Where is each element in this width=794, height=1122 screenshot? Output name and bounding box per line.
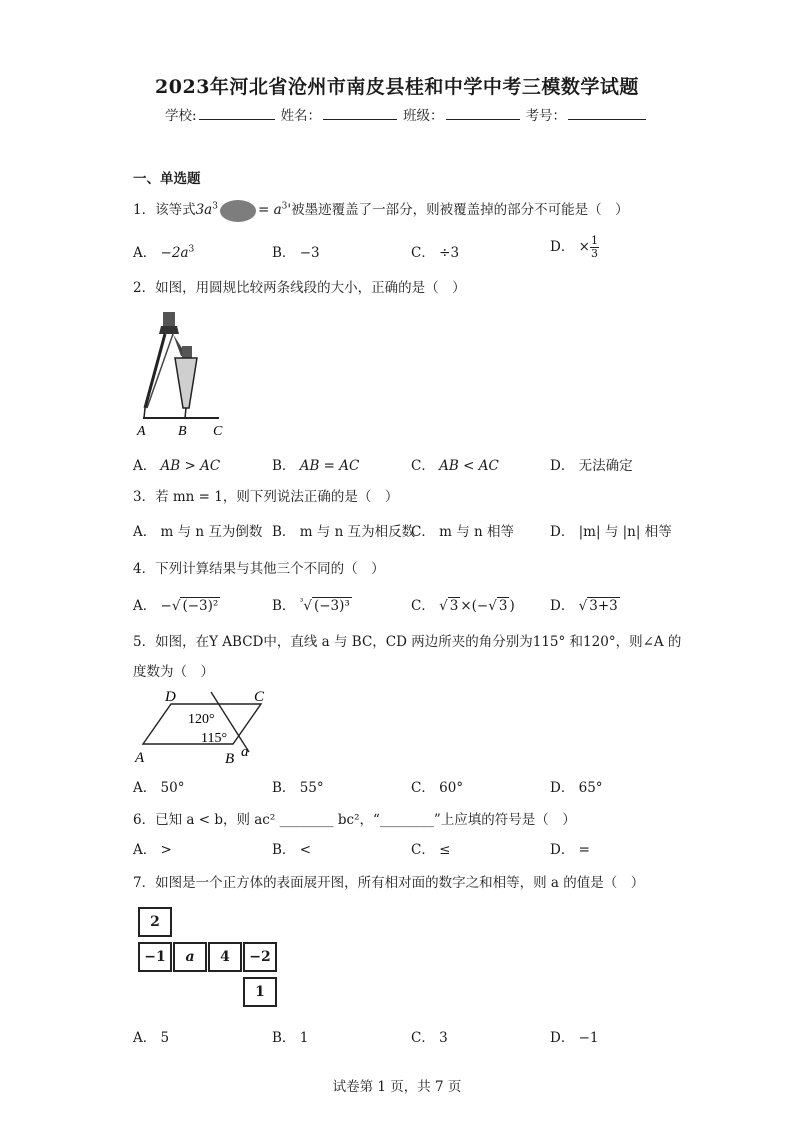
svg-text:C: C <box>254 689 265 705</box>
question-1 <box>133 198 629 222</box>
net-cell: −2 <box>243 942 277 972</box>
math-exponent: 3 <box>212 201 218 212</box>
q5-option-b[interactable]: B． 55° <box>272 780 324 796</box>
q3-option-a[interactable]: A． m 与 n 互为倒数 <box>133 524 263 540</box>
q7-option-d[interactable]: D． −1 <box>550 1030 599 1046</box>
q1-option-d[interactable]: D． × $\frac{1}{3}$ <box>550 234 598 260</box>
q1-option-a[interactable]: A． $-2a^3$ <box>133 244 195 261</box>
name-label: 姓名： <box>280 108 322 124</box>
q5-option-a[interactable]: A． 50° <box>133 780 185 796</box>
question-number: 1． <box>133 202 156 218</box>
svg-text:B: B <box>225 751 235 767</box>
class-label: 班级： <box>403 108 444 124</box>
q3-option-b[interactable]: B． m 与 n 互为相反数 <box>272 524 416 540</box>
point-label-c: C <box>213 424 223 438</box>
question-6: 6．已知 a < b，则 ac² ________ bc²，“________”上应填的符号是（ ） <box>133 812 576 828</box>
net-cell: a <box>173 942 207 972</box>
fraction: $\frac{1}{3}$ <box>590 234 598 260</box>
q6-option-a[interactable]: A． > <box>133 842 172 858</box>
section-title: 一、单选题 <box>133 171 201 187</box>
q6-option-b[interactable]: B． < <box>272 842 312 858</box>
q2-option-c[interactable]: C． AB < AC <box>411 458 499 474</box>
exam-no-label: 考号： <box>525 108 567 124</box>
net-cell: 2 <box>138 907 172 937</box>
q4-option-a[interactable]: A． −√ (−3)² <box>133 598 219 614</box>
net-cell: −1 <box>138 942 172 972</box>
question-text: 该等式 <box>155 202 196 218</box>
school-blank[interactable] <box>199 105 275 120</box>
name-blank[interactable] <box>323 105 397 120</box>
math-exponent: 3 <box>281 201 288 212</box>
q1-option-b[interactable]: B． −3 <box>272 245 320 261</box>
question-3: 3．若 mn = 1，则下列说法正确的是（ ） <box>133 489 399 505</box>
q1-option-c[interactable]: C． ÷3 <box>411 245 460 261</box>
question-7: 7．如图是一个正方体的表面展开图，所有相对面的数字之和相等，则 a 的值是（ ） <box>133 875 645 891</box>
cube-net-figure <box>138 907 278 1009</box>
point-label-b: B <box>178 424 187 438</box>
exam-no-blank[interactable] <box>568 105 646 120</box>
q2-option-b[interactable]: B． AB = AC <box>272 458 360 474</box>
q7-option-b[interactable]: B． 1 <box>272 1030 309 1046</box>
question-5-line-2: 度数为（ ） <box>133 664 214 680</box>
net-cell: 1 <box>243 977 277 1007</box>
school-label: 学校: <box>165 108 197 124</box>
question-2: 2．如图，用圆规比较两条线段的大小，正确的是（ ） <box>133 280 466 296</box>
q2-option-d[interactable]: D． 无法确定 <box>550 458 633 474</box>
point-label-a: A <box>137 424 146 438</box>
class-blank[interactable] <box>446 105 520 120</box>
question-text: '被墨迹覆盖了一部分，则被覆盖掉的部分不可能是（ ） <box>287 202 629 218</box>
student-info-row <box>165 104 652 124</box>
svg-text:115°: 115° <box>201 731 228 746</box>
q4-option-d[interactable]: D． √ 3+3 <box>550 598 618 614</box>
q5-option-d[interactable]: D． 65° <box>550 780 603 796</box>
q4-option-c[interactable]: C． √ 3 ×(−√ 3 ) <box>411 598 515 614</box>
q5-option-c[interactable]: C． 60° <box>411 780 464 796</box>
svg-text:a: a <box>241 744 249 760</box>
svg-text:D: D <box>165 689 176 705</box>
net-cell: 4 <box>208 942 242 972</box>
q7-option-c[interactable]: C． 3 <box>411 1030 448 1046</box>
math-lhs: 3a <box>195 202 213 218</box>
math-rhs: = a <box>257 202 282 218</box>
question-4: 4．下列计算结果与其他三个不同的（ ） <box>133 561 385 577</box>
svg-text:A: A <box>135 750 145 766</box>
q3-option-c[interactable]: C． m 与 n 相等 <box>411 524 515 540</box>
svg-text:120°: 120° <box>188 712 215 727</box>
compass-figure <box>135 308 230 438</box>
q2-option-a[interactable]: A． AB > AC <box>133 458 221 474</box>
page-title: 2023年河北省沧州市南皮县桂和中学中考三模数学试题 <box>155 76 639 98</box>
q6-option-c[interactable]: C． ≤ <box>411 842 451 858</box>
parallelogram-figure <box>133 686 283 768</box>
question-5-line-1: 5．如图，在Y ABCD中，直线 a 与 BC，CD 两边所夹的角分别为115° 和120°，则∠A 的 <box>133 634 682 650</box>
page-footer: 试卷第 1 页，共 7 页 <box>332 1079 462 1095</box>
q7-option-a[interactable]: A． 5 <box>133 1030 170 1046</box>
q4-option-b[interactable]: B． $^{^3}$√ (−3)³ <box>272 597 350 614</box>
q6-option-d[interactable]: D． = <box>550 842 590 858</box>
q3-option-d[interactable]: D． |m| 与 |n| 相等 <box>550 524 672 540</box>
ink-blot-icon <box>220 200 256 222</box>
